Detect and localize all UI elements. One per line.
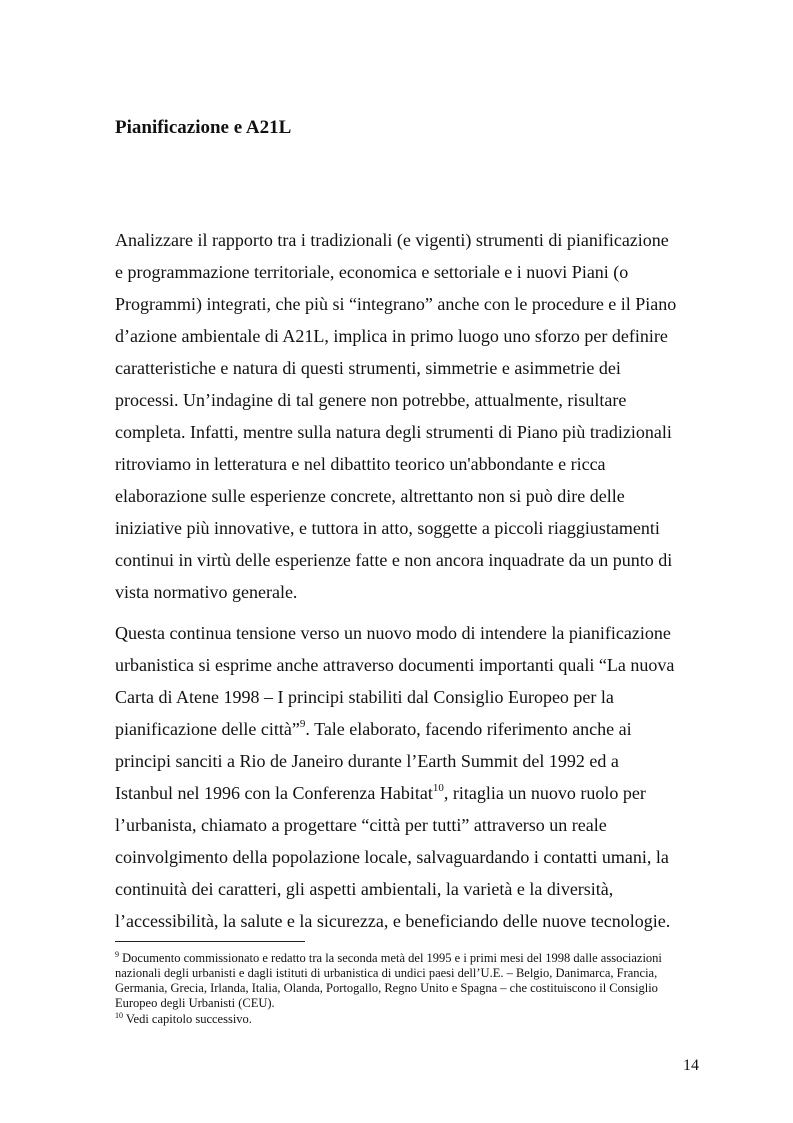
- text-line: processi. Un’indagine di tal genere non potrebbe, attualmente, risultare: [115, 390, 627, 410]
- text-line: [115, 718, 632, 740]
- text-line: l’urbanista, chiamato a progettare “città per tutti” attraverso un reale: [115, 815, 607, 835]
- text-line: Questa continua tensione verso un nuovo modo di intendere la pianificazione: [115, 623, 671, 643]
- footnote-ref-10[interactable]: 10: [432, 782, 444, 794]
- text-line: d’azione ambientale di A21L, implica in primo luogo uno sforzo per definire: [115, 326, 668, 346]
- footnote-divider: [115, 941, 305, 942]
- text-line: vista normativo generale.: [115, 582, 298, 602]
- text-line: Programmi) integrati, che più si “integrano” anche con le procedure e il Piano: [115, 294, 677, 314]
- text-span: pianificazione delle città”: [115, 719, 300, 739]
- footnote-text: Vedi capitolo successivo.: [123, 1012, 252, 1026]
- text-line: continuità dei caratteri, gli aspetti ambientali, la varietà e la diversità,: [115, 879, 614, 899]
- footnote-9: [115, 951, 662, 966]
- text-line: urbanistica si esprime anche attraverso documenti importanti quali “La nuova: [115, 655, 675, 675]
- text-line: Carta di Atene 1998 – I principi stabiliti dal Consiglio Europeo per la: [115, 687, 614, 707]
- footnote-ref-9[interactable]: 9: [299, 718, 306, 730]
- footnote-text: Documento commissionato e redatto tra la seconda metà del 1995 e i primi mesi del 1998 dalle associazioni: [119, 951, 662, 965]
- footnote-mark: 9: [115, 949, 119, 959]
- text-line: continui in virtù delle esperienze fatte e non ancora inquadrate da un punto di: [115, 550, 673, 570]
- text-line: elaborazione sulle esperienze concrete, altrettanto non si può dire delle: [115, 486, 625, 506]
- text-line: ritroviamo in letteratura e nel dibattito teorico un'abbondante e ricca: [115, 454, 606, 474]
- footnote-text-line: Germania, Grecia, Irlanda, Italia, Olanda, Portogallo, Regno Unito e Spagna – che costituiscono il Consiglio: [115, 981, 658, 995]
- text-line: Analizzare il rapporto tra i tradizionali (e vigenti) strumenti di pianificazione: [115, 230, 669, 250]
- footnote-mark: 10: [115, 1010, 123, 1020]
- text-span: . Tale elaborato, facendo riferimento anche ai: [305, 719, 632, 739]
- text-span: , ritaglia un nuovo ruolo per: [443, 783, 646, 803]
- footnote-10: [115, 1012, 252, 1027]
- section-heading: Pianificazione e A21L: [115, 117, 292, 138]
- footnote-text-line: Europeo degli Urbanisti (CEU).: [115, 996, 275, 1010]
- text-line: principi sanciti a Rio de Janeiro durante l’Earth Summit del 1992 ed a: [115, 751, 619, 771]
- text-span: Istanbul nel 1996 con la Conferenza Habitat: [115, 783, 433, 803]
- text-line: iniziative più innovative, e tuttora in atto, soggette a piccoli riaggiustamenti: [115, 518, 660, 538]
- footnote-text-line: nazionali degli urbanisti e dagli istituti di urbanistica di undici paesi dell’U.E. – Belgio, Danimarca, Francia,: [115, 966, 658, 980]
- text-line: completa. Infatti, mentre sulla natura degli strumenti di Piano più tradizionali: [115, 422, 672, 442]
- text-line: coinvolgimento della popolazione locale, salvaguardando i contatti umani, la: [115, 847, 669, 867]
- text-line: e programmazione territoriale, economica e settoriale e i nuovi Piani (o: [115, 262, 629, 282]
- page-number: 14: [683, 1057, 699, 1074]
- text-line: [115, 782, 646, 804]
- text-line: caratteristiche e natura di questi strumenti, simmetrie e asimmetrie dei: [115, 358, 621, 378]
- text-line: l’accessibilità, la salute e la sicurezza, e beneficiando delle nuove tecnologie.: [115, 911, 671, 931]
